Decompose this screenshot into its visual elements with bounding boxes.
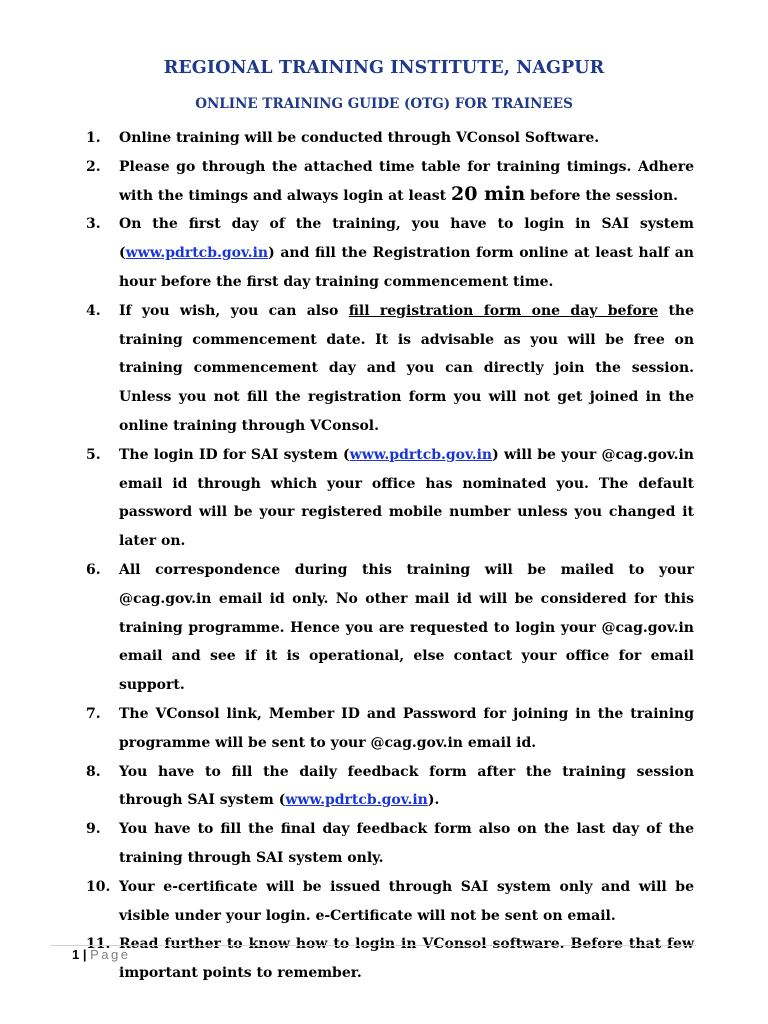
footer-separator: |: [82, 947, 87, 962]
list-item: [86, 930, 694, 988]
list-item: [86, 758, 694, 816]
page-label: Page: [90, 947, 131, 962]
item-number: 5.: [86, 446, 101, 463]
item-text: Read further to know how to login in VConsol software. Before that few important points to remember.: [119, 936, 694, 982]
item-number: 10.: [86, 878, 111, 895]
item-text: The VConsol link, Member ID and Password for joining in the training programme will be sent to your @cag.gov.in email id.: [119, 705, 694, 751]
item-text: Online training will be conducted through VConsol Software.: [119, 130, 600, 146]
item-text: All correspondence during this training will be mailed to your @cag.gov.in email id only. No other mail id will be considered for this training programme. Hence you are requested to login your @cag.gov.in email and see if it is operational, else contact your office for email support.: [119, 561, 694, 694]
item-number: 8.: [86, 763, 101, 780]
footer-divider: [50, 945, 696, 946]
list-item: [86, 441, 694, 556]
pdrtcb-link[interactable]: www.pdrtcb.gov.in: [349, 446, 493, 463]
item-text: [119, 758, 694, 816]
underlined-text: fill registration form one day before: [348, 302, 659, 319]
item-text: [119, 210, 694, 296]
item-text-part: Please go through the attached time table for training timings. Adhere with the timings and always login at least: [119, 158, 694, 204]
item-text: [119, 297, 694, 441]
page-footer: [72, 947, 131, 962]
list-item: [86, 124, 694, 153]
list-item: [86, 815, 694, 873]
item-text-part: ) will be your @cag.gov.in email id through which your office has nominated you. The default password will be your registered mobile number unless you changed it later on.: [119, 446, 694, 550]
item-number: 7.: [86, 705, 101, 722]
item-number: 9.: [86, 821, 101, 838]
list-item: [86, 700, 694, 758]
page-number: 1: [72, 947, 80, 962]
item-number: 1.: [86, 130, 101, 146]
item-text-part: ).: [427, 792, 440, 809]
page-subtitle: ONLINE TRAINING GUIDE (OTG) FOR TRAINEES: [195, 96, 573, 112]
page-title: REGIONAL TRAINING INSTITUTE, NAGPUR: [163, 58, 605, 78]
item-number: 3.: [86, 216, 101, 233]
item-number: 4.: [86, 302, 101, 319]
item-text-part: On the first day of the training, you have to login in SAI system (: [119, 216, 694, 262]
pdrtcb-link[interactable]: www.pdrtcb.gov.in: [285, 792, 428, 809]
item-text-part: ) and fill the Registration form online at least half an hour before the first day training commencement time.: [119, 245, 694, 290]
list-item: [86, 210, 694, 296]
list-item: [86, 297, 694, 441]
instruction-list: [86, 124, 694, 988]
list-item: [86, 873, 694, 931]
list-item: [86, 556, 694, 700]
list-item: [86, 153, 694, 211]
item-number: 2.: [86, 158, 101, 175]
item-text: You have to fill the final day feedback form also on the last day of the training through SAI system only.: [119, 821, 694, 866]
item-text-part: the training commencement date. It is advisable as you will be free on training commencement day and you can directly join the session. Unless you not fill the registration form you will not get joined in the online training through VConsol.: [119, 302, 695, 434]
item-text: Your e-certificate will be issued through SAI system only and will be visible under your login. e-Certificate will not be sent on email.: [119, 878, 694, 924]
item-number: 11.: [86, 936, 111, 953]
item-text-part: If you wish, you can also: [119, 302, 349, 319]
item-text-part: before the session.: [525, 187, 679, 204]
highlighted-time: 20 min: [451, 182, 526, 205]
pdrtcb-link[interactable]: www.pdrtcb.gov.in: [125, 245, 269, 262]
item-text: [119, 441, 694, 556]
item-text: [119, 153, 694, 211]
item-number: 6.: [86, 561, 101, 578]
item-text-part: The login ID for SAI system (: [119, 446, 350, 463]
item-text-part: You have to fill the daily feedback form after the training session through SAI system (: [119, 763, 694, 809]
